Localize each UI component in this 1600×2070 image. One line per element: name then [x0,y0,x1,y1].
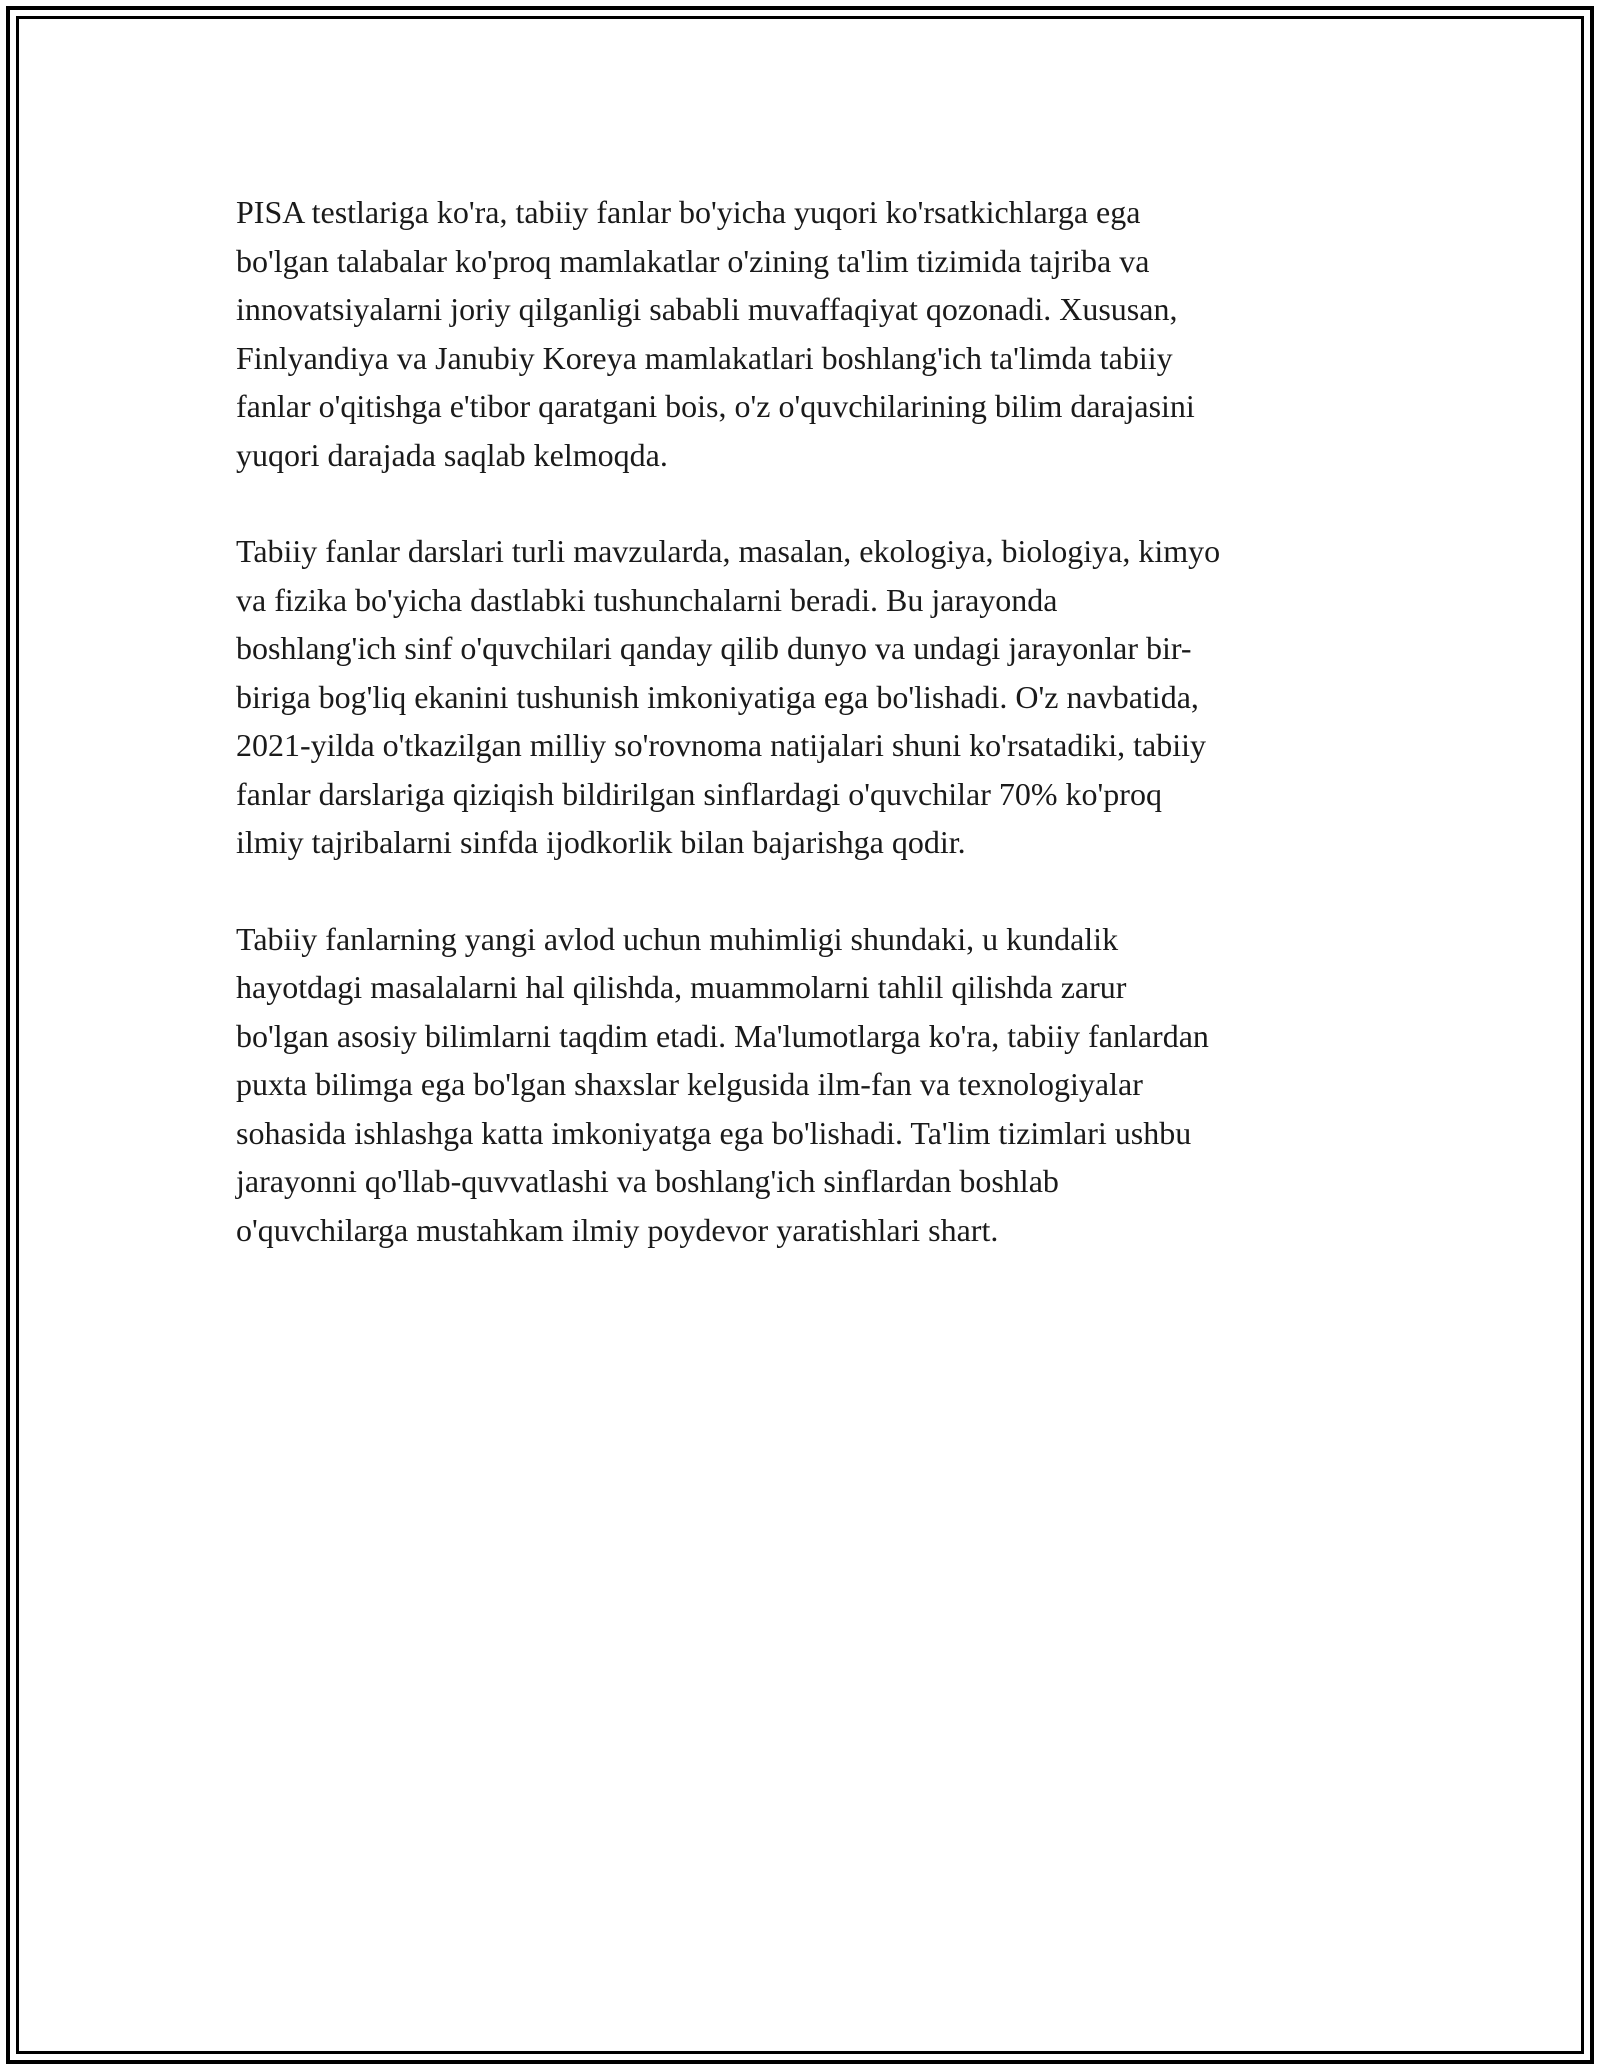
text-line: sohasida ishlashga katta imkoniyatga ega bo'lishadi. Ta'lim tizimlari ushbu [236,1114,1192,1151]
text-line: innovatsiyalarni joriy qilganligi sababli muvaffaqiyat qozonadi. Xususan, [236,291,1178,327]
text-line: fanlar darslariga qiziqish bildirilgan sinflardagi o'quvchilar 70% ko'proq [236,775,1162,812]
text-line: Finlyandiya va Janubiy Koreya mamlakatlari boshlang'ich ta'limda tabiiy [236,339,1173,376]
text-line: puxta bilimga ega bo'lgan shaxslar kelgusida ilm-fan va texnologiyalar [236,1066,1143,1102]
text-line: ilmiy tajribalarni sinfda ijodkorlik bilan bajarishga qodir. [236,824,966,860]
text-line: yuqori darajada saqlab kelmoqda. [236,436,668,473]
text-line: Tabiiy fanlar darslari turli mavzularda, masalan, ekologiya, biologiya, kimyo [236,533,1221,569]
document-body [236,188,1396,1302]
text-line: hayotdagi masalalarni hal qilishda, muammolarni tahlil qilishda zarur [236,969,1127,1005]
text-line: bo'lgan talabalar ko'proq mamlakatlar o'zining ta'lim tizimida tajriba va [236,242,1150,279]
text-line: bo'lgan asosiy bilimlarni taqdim etadi. Ma'lumotlarga ko'ra, tabiiy fanlardan [236,1017,1209,1054]
text-line: o'quvchilarga mustahkam ilmiy poydevor yaratishlari shart. [236,1211,999,1248]
paragraph-3 [236,915,1396,1255]
text-line: jarayonni qo'llab-quvvatlashi va boshlang'ich sinflardan boshlab [236,1163,1059,1199]
text-line: Tabiiy fanlarning yangi avlod uchun muhimligi shundaki, u kundalik [236,920,1119,957]
text-line: fanlar o'qitishga e'tibor qaratgani bois, o'z o'quvchilarining bilim darajasini [236,388,1195,424]
paragraph-1 [236,188,1396,479]
text-line: 2021-yilda o'tkazilgan milliy so'rovnoma natijalari shuni ko'rsatadiki, tabiiy [236,727,1206,763]
text-line: PISA testlariga ko'ra, tabiiy fanlar bo'yicha yuqori ko'rsatkichlarga ega [236,194,1141,230]
text-line: boshlang'ich sinf o'quvchilari qanday qilib dunyo va undagi jarayonlar bir- [236,630,1192,666]
text-line: biriga bog'liq ekanini tushunish imkoniyatiga ega bo'lishadi. O'z navbatida, [236,678,1199,715]
paragraph-2 [236,527,1396,867]
text-line: va fizika bo'yicha dastlabki tushunchalarni beradi. Bu jarayonda [236,581,1058,618]
